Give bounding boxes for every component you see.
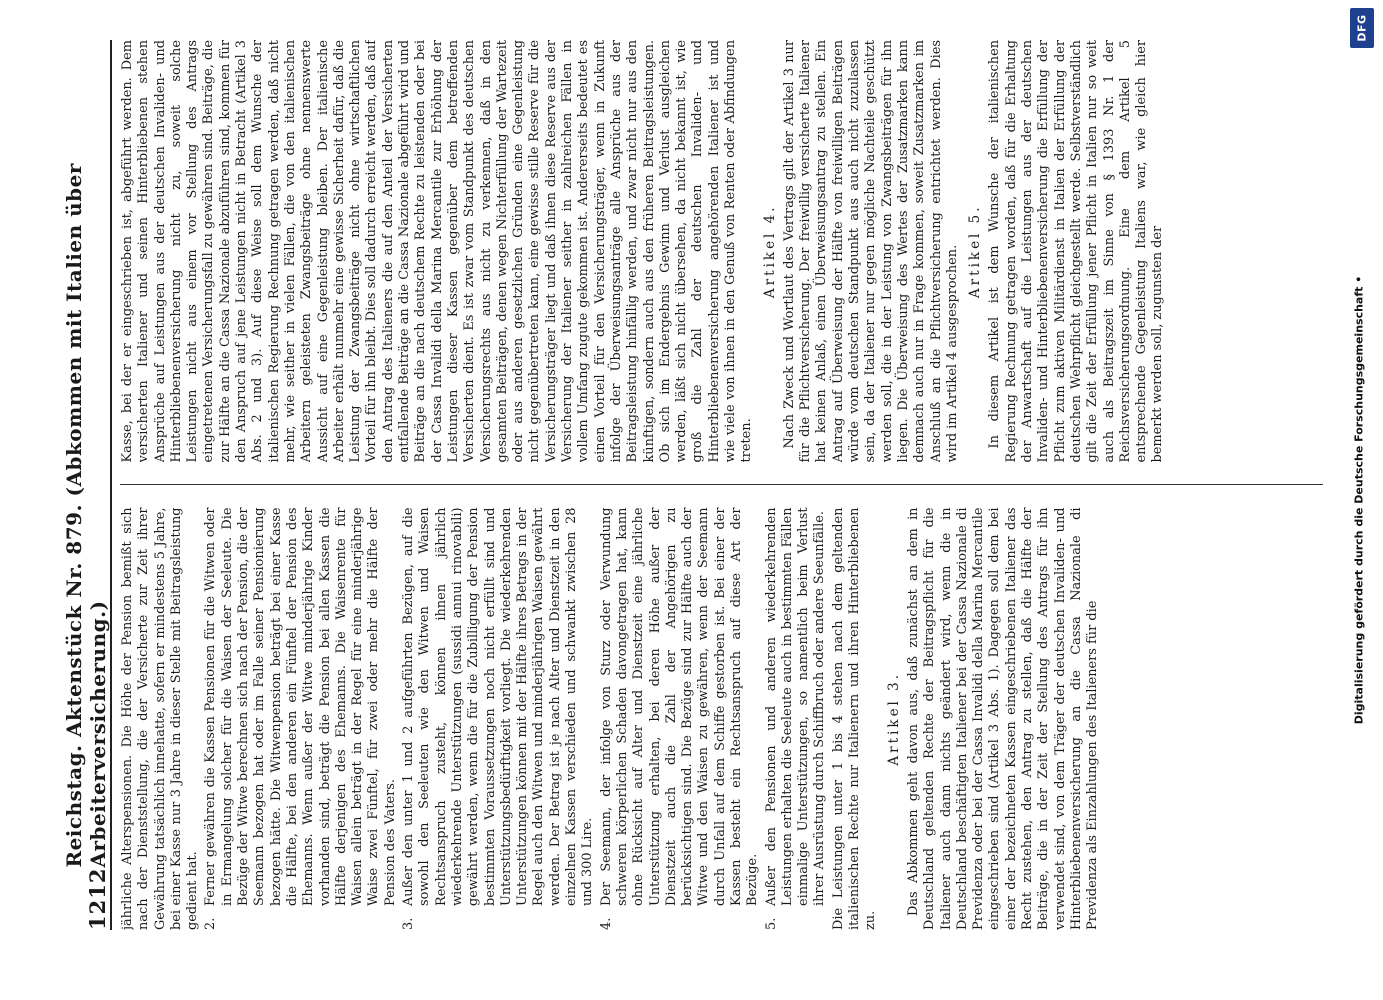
list-item-text: Der Seemann, der infolge von Sturz oder Verwundung schweren körperlichen Schaden davongetragen hat, kann ohne Rücksicht auf Alter und Dienstzeit eine jährliche Unterstützung erhalten, bei deren Höhe außer der Dienstzeit auch die Zahl der Angehörigen zu berücksichtigen sind. Die Bezüge sind zur Hälfte auch der Witwe und den Waisen zu gewähren, wenn der Seemann durch Unfall auf dem Schiffe gestorben ist. Bei einer der Kassen besteht ein Rechtsanspruch auf diese Art der Bezüge. bbox=[598, 507, 761, 906]
article-5-paragraph: In diesem Artikel ist dem Wunsche der italienischen Regierung Rechnung getragen worden, daß für die Erhaltung der Anwartschaft auf die Leistungen aus der deutschen Invaliden- und Hinterbliebenenversicherung die Erfüllung der Pflicht zum aktiven Militärdienst in Italien der Erfüllung der deutschen Wehrpflicht gleichgestellt werde. Selbstverständlich gilt die Zeit der Erfüllung jener Pflicht in Italien nur so weit auch als Beitragszeit im Sinne von § 1393 Nr. 1 der Reichsversicherungsordnung. Eine dem Artikel 5 entsprechende Gegenleistung Italiens war, wie gleich hier bemerkt werden soll, zugunsten der bbox=[987, 40, 1166, 463]
article-3-heading: Artikel 3. bbox=[885, 671, 902, 766]
list-item-number: 2. bbox=[203, 917, 219, 930]
left-column bbox=[120, 508, 1323, 931]
article-4-heading: Artikel 4. bbox=[761, 204, 778, 299]
list-item-text: Außer den Pensionen und anderen wiederkehrenden Leistungen erhalten die Seeleute auch in bestimmten Fällen einmalige Unterstützungen, so namentlich beim Verlust ihrer Ausrüstung durch Schiffbruch oder andere Seeunfälle. bbox=[763, 507, 828, 906]
list-item-number: 5. bbox=[763, 917, 779, 930]
article-4-paragraph: Nach Zweck und Wortlaut des Vertrags gilt der Artikel 3 nur für die Pflichtversicherung. Der freiwillig versicherte Italiener hat keinen Anlaß, einen Überweisungsantrag zu stellen. Ein Antrag auf Überweisung der Hälfte von freiwilligen Beiträgen würde vom deutschen Standpunkt aus auch nicht zuzulassen sein, da der Italiener nur gegen mögliche Nachteile geschützt werden soll, die in der Leistung von Zwangsbeiträgen für ihn liegen. Die Überweisung des Wertes der Zusatzmarken kann demnach auch nur in Frage kommen, soweit Zusatzmarken im Anschluß an die Pflichtversicherung entrichtet werden. Dies wird im Artikel 4 ausgesprochen. bbox=[781, 40, 960, 463]
list-item-number: 4. bbox=[598, 917, 614, 930]
digitization-credit bbox=[1349, 20, 1369, 980]
column-divider bbox=[120, 485, 1323, 486]
running-title: Reichstag. Aktenstück Nr. 879. (Abkommen mit Italien über Arbeiterversicherung.) bbox=[62, 163, 110, 868]
list-item bbox=[203, 508, 399, 931]
page-header bbox=[62, 40, 112, 930]
list-item bbox=[401, 508, 597, 931]
text-columns bbox=[120, 40, 1323, 930]
left-closing-paragraph: Die Leistungen unter 1 bis 4 stehen nach dem geltenden italienischen Rechte nur Italienern und ihren Hinterbliebenen zu. bbox=[830, 507, 879, 930]
list-item-text: Ferner gewähren die Kassen Pensionen für die Witwen oder in Ermangelung solcher für die Waisen der Seeleute. Die Bezüge der Witwe berechnen sich nach der Pension, die der Seemann bezogen hat oder im Falle seiner Pensionierung bezogen hätte. Die Witwenpension beträgt bei einer Kasse die Hälfte, bei den anderen ein Fünftel der Pension des Ehemanns. Wenn außer der Witwe minderjährige Kinder vorhanden sind, beträgt die Pension bei allen Kassen die Hälfte derjenigen des Ehemanns. Die Waisenrente für Waisen allein beträgt in der Regel für eine minderjährige Waise zwei Fünftel, für zwei oder mehr die Hälfte der Pension des Vaters. bbox=[203, 507, 398, 906]
article-3-paragraph: Das Abkommen geht davon aus, daß zunächst an dem in Deutschland geltenden Rechte der Beitragspflicht für die Italiener auch dann nichts geändert wird, wenn die in Deutschland beschäftigten Italiener bei der Cassa Nazionale di Previdenza oder bei der Cassa Invalidi della Marina Mercantile eingeschrieben sind (Artikel 3 Abs. 1). Dagegen soll dem bei einer der bezeichneten Kassen eingeschriebenen Italiener das Recht zustehen, den Antrag zu stellen, daß die Hälfte der Beiträge, die in der Zeit der Stellung des Antrags für ihn verwendet sind, von dem Träger der deutschen Invaliden- und Hinterbliebenenversicherung an die Cassa Nazionale di Previdenza als Einzahlungen des Italieners für die bbox=[905, 507, 1101, 930]
list-item bbox=[599, 508, 762, 931]
dfg-logo-text: DFG bbox=[1355, 14, 1369, 42]
left-intro-paragraph: jährliche Alterspensionen. Die Höhe der Pension bemißt sich nach der Dienststellung, die der Versicherte zur Zeit ihrer Gewährung tatsächlich innehatte, sofern er mindestens 5 Jahre, bei einer Kasse nur 3 Jahre in dieser Stelle mit Beitragsleistung gedient hat. bbox=[120, 507, 201, 930]
list-item-text: Außer den unter 1 und 2 aufgeführten Bezügen, auf die sowohl den Seeleuten wie den Witwen und Waisen Rechtsanspruch zusteht, können ihnen jährlich wiederkehrende Unterstützungen (sussidi annui rinovabili) gewährt werden, wenn die für die Zubilligung der Pension bestimmten Voraussetzungen noch nicht erfüllt sind und Unterstützungsbedürftigkeit vorliegt. Die wiederkehrenden Unterstützungen können mit der Hälfte ihres Betrags in der Regel auch den Witwen und minderjährigen Waisen gewährt werden. Der Betrag ist je nach Alter und Dienstzeit in den einzelnen Kassen verschieden und schwankt zwischen 28 und 300 Lire. bbox=[401, 507, 596, 906]
credit-text: Digitalisierung gefördert durch die Deutsche Forschungsgemeinschaft • bbox=[1352, 275, 1366, 725]
page-number: 1212 bbox=[85, 867, 110, 930]
right-continuation-paragraph: Kasse, bei der er eingeschrieben ist, abgeführt werden. Dem versicherten Italiener und seinen Hinterbliebenen stehen Ansprüche auf Leistungen aus der deutschen Invaliden- und Hinterbliebenenversicherung nicht zu, soweit solche Leistungen nicht aus einem vor Stellung des Antrags eingetretenen Versicherungsfall zu gewähren sind. Beiträge, die zur Hälfte an die Cassa Nazionale abzuführen sind, kommen für den Anspruch auf jene Leistungen nicht in Betracht (Artikel 3 Abs. 2 und 3). Auf diese Weise soll dem Wunsche der italienischen Regierung Rechnung getragen werden, daß nicht mehr, wie seither in vielen Fällen, die von den italienischen Arbeitern geleisteten Zwangsbeiträge ohne nennenswerte Aussicht auf eine Gegenleistung bleiben. Der italienische Arbeiter erhält nunmehr eine gewisse Sicherheit dafür, daß die Leistung der Zwangsbeiträge nicht ohne wirtschaftlichen Vorteil für ihn bleibt. Dies soll dadurch erreicht werden, daß auf den Antrag des Italieners die auf den Anteil der Versicherten entfallende Beiträge an die Cassa Nazionale abgeführt wird und Beiträge an die nach deutschem Rechte zu leistenden oder bei der Cassa Invalidi della Marina Mercantile zur Erhöhung der Leistungen dieser Kassen gegenüber dem betreffenden Versicherten dient. Es ist zwar vom Standpunkt des deutschen Versicherungsrechts aus nicht zu verkennen, daß in den gesamten Beiträgen, denen wegen Nichterfüllung der Wartezeit oder aus anderen gesetzlichen Gründen eine Gegenleistung nicht gegenübertreten kann, eine gewisse stille Reserve für die Versicherungsträger liegt und daß ihnen diese Reserve aus der Versicherung der Italiener seither in zahlreichen Fällen in vollem Umfang zugute gekommen ist. Andererseits bedeutet es einen Vorteil für den Versicherungsträger, wenn in Zukunft infolge der Überweisungsanträge alle Ansprüche aus der Beitragsleistung hinfällig werden, und zwar nicht nur aus den künftigen, sondern auch aus den früheren Beitragsleistungen. Ob sich im Endergebnis Gewinn und Verlust ausgleichen werden, läßt sich nicht übersehen, da nicht bekannt ist, wie groß die Zahl der deutschen Invaliden- und Hinterbliebenenversicherung angehörenden Italiener ist und wie viele von ihnen in den Genuß von Renten oder Abfindungen treten. bbox=[120, 40, 755, 463]
list-item bbox=[764, 508, 829, 931]
article-5-heading: Artikel 5. bbox=[967, 204, 984, 299]
list-item-number: 3. bbox=[401, 917, 417, 930]
right-column bbox=[120, 40, 1323, 463]
